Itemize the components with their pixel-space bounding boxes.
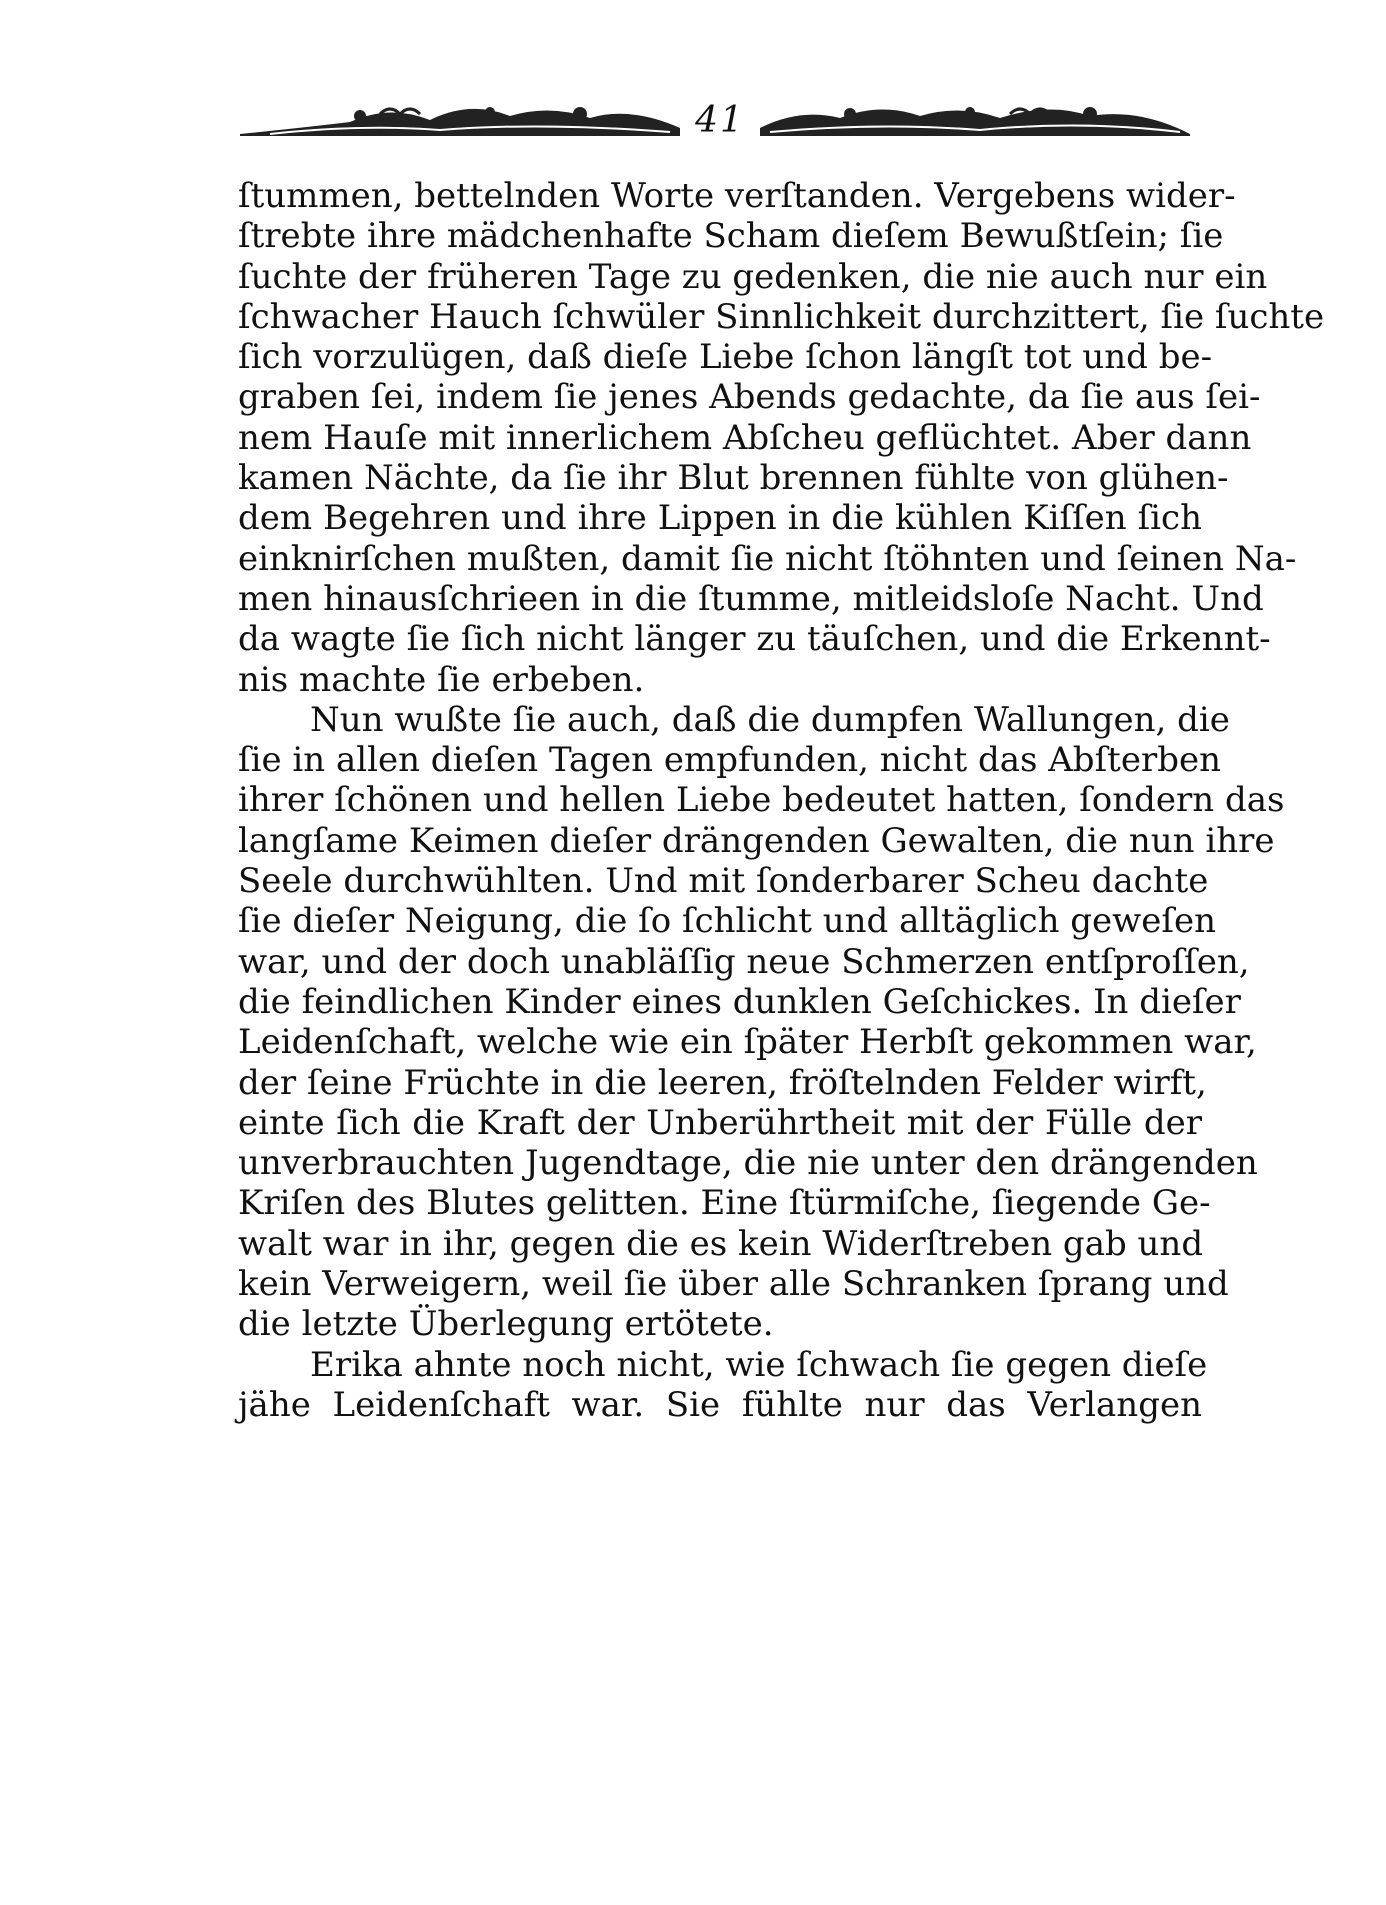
text-line: ſie dieſer Neigung, die ſo ſchlicht und alltäglich geweſen xyxy=(238,901,1216,942)
text-line: ſuchte der früheren Tage zu gedenken, die nie auch nur ein xyxy=(238,256,1268,297)
paragraph xyxy=(238,176,1325,700)
text-line: ſie in allen dieſen Tagen empfunden, nicht das Abſterben xyxy=(238,740,1221,781)
left-header-ornament xyxy=(240,94,680,142)
text-line: unverbrauchten Jugendtage, die nie unter den drängenden xyxy=(238,1143,1258,1184)
text-line: war, und der doch unabläſſig neue Schmerzen entſproſſen, xyxy=(238,941,1250,982)
text-line: da wagte ſie ſich nicht länger zu täuſchen, und die Erkennt- xyxy=(238,619,1271,660)
text-line: ihrer ſchönen und hellen Liebe bedeutet hatten, ſondern das xyxy=(238,780,1285,821)
text-line: ſtummen, bettelnden Worte verſtanden. Vergebens wider- xyxy=(238,176,1236,216)
page-number: 41 xyxy=(695,100,745,141)
text-line: Seele durchwühlten. Und mit ſonderbarer Scheu dachte xyxy=(238,861,1209,902)
text-line: jähe Leidenſchaft war. Sie fühlte nur das Verlangen xyxy=(238,1384,1202,1425)
text-line: Nun wußte ſie auch, daß die dumpfen Wallungen, die xyxy=(310,699,1230,740)
text-line: graben ſei, indem ſie jenes Abends gedachte, da ſie aus ſei- xyxy=(238,377,1261,418)
paragraph xyxy=(238,699,1285,1345)
text-line: ſchwacher Hauch ſchwüler Sinnlichkeit durchzittert, ſie ſuchte xyxy=(238,296,1325,337)
text-line: ſich vorzulügen, daß dieſe Liebe ſchon längſt tot und be- xyxy=(238,337,1213,378)
text-line: nis machte ſie erbeben. xyxy=(238,659,645,700)
text-line: kamen Nächte, da ſie ihr Blut brennen fühlte von glühen- xyxy=(238,458,1229,499)
text-line: langſame Keimen dieſer drängenden Gewalten, die nun ihre xyxy=(238,820,1275,861)
text-line: dem Begehren und ihre Lippen in die kühlen Kiſſen ſich xyxy=(238,498,1202,539)
text-line: einknirſchen mußten, damit ſie nicht ſtöhnten und ſeinen Na- xyxy=(238,538,1297,579)
text-line: men hinausſchrieen in die ſtumme, mitleidsloſe Nacht. Und xyxy=(238,578,1264,619)
text-line: nem Hauſe mit innerlichem Abſcheu geflüchtet. Aber dann xyxy=(238,417,1252,458)
main-text xyxy=(238,176,1325,1425)
text-line: Kriſen des Blutes gelitten. Eine ſtürmiſche, ſiegende Ge- xyxy=(238,1183,1211,1224)
text-line: ſtrebte ihre mädchenhafte Scham dieſem Bewußtſein; ſie xyxy=(238,216,1224,257)
text-line: einte ſich die Kraft der Unberührtheit mit der Fülle der xyxy=(238,1102,1202,1143)
paragraph xyxy=(238,1344,1208,1426)
text-line: der ſeine Früchte in die leeren, fröſtelnden Felder wirft, xyxy=(238,1062,1207,1103)
text-line: Erika ahnte noch nicht, wie ſchwach ſie gegen dieſe xyxy=(310,1344,1208,1385)
text-line: kein Verweigern, weil ſie über alle Schranken ſprang und xyxy=(238,1264,1229,1305)
text-line: die letzte Überlegung ertötete. xyxy=(238,1304,774,1345)
page-header xyxy=(240,88,1190,148)
text-line: Leidenſchaft, welche wie ein ſpäter Herbſt gekommen war, xyxy=(238,1022,1257,1063)
right-header-ornament xyxy=(760,94,1190,142)
text-line: die feindlichen Kinder eines dunklen Geſchickes. In dieſer xyxy=(238,981,1241,1022)
text-line: walt war in ihr, gegen die es kein Widerſtreben gab und xyxy=(238,1223,1204,1264)
